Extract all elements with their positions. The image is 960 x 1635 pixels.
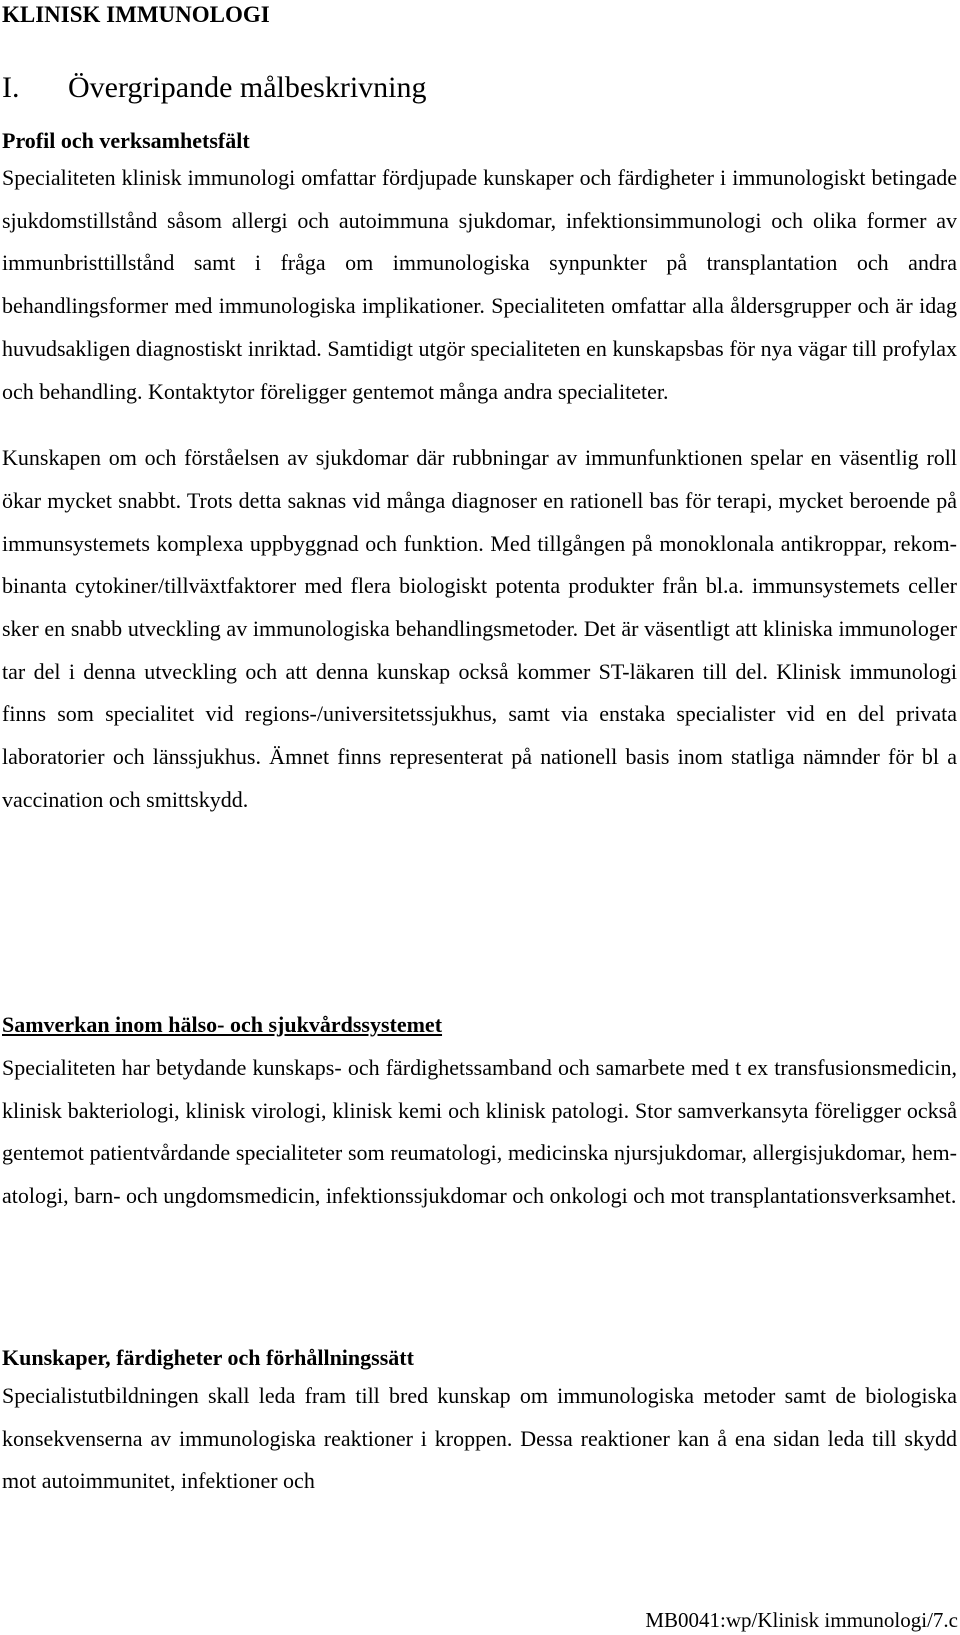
- document-title: KLINISK IMMUNOLOGI: [2, 2, 270, 27]
- profil-section: [2, 126, 957, 822]
- profil-paragraph-1: Specialiteten klinisk immunologi omfattar fördjupade kunskaper och färdigheter i immunologiskt betingade sjukdomstillstånd såsom allergi och autoimmuna sjukdomar, infektionsimmunologi och olika former av immunbristtillstånd samt i fråga om immunologiska synpunkter på transplantation och andra behandlingsformer med immunologiska implikationer. Specialiteten omfattar alla åldersgrupper och är idag huvudsakligen diagnostiskt inriktad. Samtidigt utgör specialiteten en kunskapsbas för nya vägar till profylax och behandling. Kontaktytor föreligger gentemot många andra specialiteter.: [2, 165, 957, 404]
- samverkan-heading: Samverkan inom hälso- och sjukvårdssystemet: [2, 1012, 443, 1037]
- samverkan-section: [2, 1010, 957, 1218]
- kunskaper-section: [2, 1343, 957, 1503]
- section-number: I.: [2, 71, 20, 104]
- kunskaper-heading: Kunskaper, färdigheter och förhållningssätt: [2, 1345, 414, 1370]
- section-title: Övergripande målbeskrivning: [68, 71, 427, 104]
- kunskaper-paragraph: Specialistutbildningen skall leda fram till bred kunskap om immunologiska metoder samt de biologiska konsekvenserna av immunologiska reaktioner i kroppen. Dessa reaktioner kan å ena sidan leda till skydd mot autoimmunitet, infektioner och: [2, 1383, 957, 1494]
- samverkan-paragraph: Specialiteten har betydande kunskaps- och färdighetssamband och samarbete med t ex transfusionsmedicin, klinisk bakteriologi, klinisk virologi, klinisk kemi och klinisk patologi. Stor samverkansyta föreligger också gentemot patientvårdande specialiteter som reumatologi, medicinska njursjukdomar, allergisjukdomar, hematologi, barn- och ungdomsmedicin, infektionssjukdomar och onkologi och mot transplantationsverksamhet.: [2, 1055, 957, 1209]
- profil-heading: Profil och verksamhetsfält: [2, 128, 250, 153]
- profil-paragraph-2: Kunskapen om och förståelsen av sjukdomar där rubbningar av immunfunktionen spelar en väsentlig roll ökar mycket snabbt. Trots detta saknas vid många diagnoser en rationell bas för terapi, mycket beroende på immunsystemets komplexa uppbyggnad och funktion. Med tillgången på monoklonala antikroppar, rekombinanta cytokiner/tillväxtfaktorer med flera biologiskt potenta produkter från bl.a. immunsystemets celler sker en snabb utveckling av immunologiska behandlingsmetoder. Det är väsentligt att kliniska immunologer tar del i denna utveckling och att denna kunskap också kommer ST-läkaren till del. Klinisk immunologi finns som specialitet vid regions-/universitetssjukhus, samt via enstaka specialister vid en del privata laboratorier och länssjukhus. Ämnet finns representerat på nationell basis inom statliga nämnder för bl a vaccination och smittskydd.: [2, 445, 957, 812]
- page-footer: MB0041:wp/Klinisk immunologi/7.c: [645, 1608, 958, 1632]
- section-heading: [2, 68, 427, 108]
